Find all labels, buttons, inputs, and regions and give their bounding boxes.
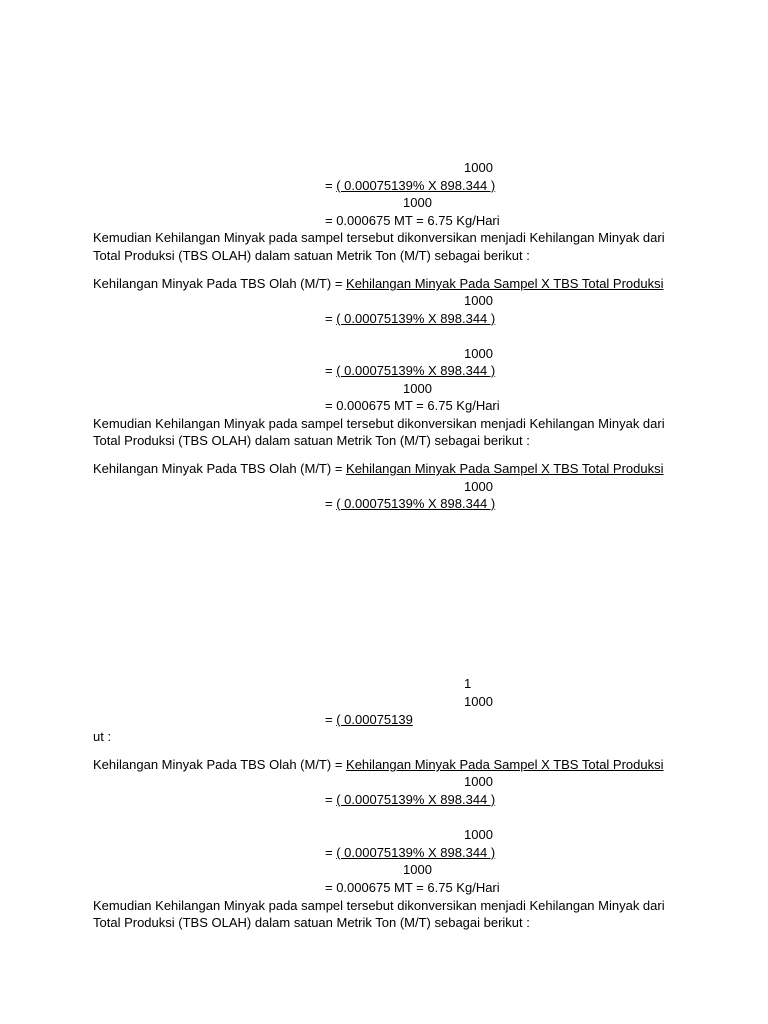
denominator-value: 1000 [403,862,432,877]
equals-sign: = [325,845,337,860]
paragraph-line: Kemudian Kehilangan Minyak pada sampel tersebut dikonversikan menjadi Kehilangan Minyak dari [93,230,665,245]
equation-line [325,845,495,861]
equation-line [325,792,495,808]
equation-formula: ( 0.00075139% X 898.344 ) [336,363,496,378]
equals-sign: = [325,363,337,378]
denominator-value: 1000 [464,694,493,709]
formula-label: Kehilangan Minyak Pada TBS Olah (M/T) = [93,276,347,291]
equation-formula: ( 0.00075139% X 898.344 ) [336,845,496,860]
denominator-value: 1000 [403,381,432,396]
paragraph-line: Kemudian Kehilangan Minyak pada sampel tersebut dikonversikan menjadi Kehilangan Minyak dari [93,898,665,913]
paragraph-line: Kemudian Kehilangan Minyak pada sampel tersebut dikonversikan menjadi Kehilangan Minyak dari [93,416,665,431]
denominator-value: 1000 [464,346,493,361]
paragraph-line: Total Produksi (TBS OLAH) dalam satuan Metrik Ton (M/T) sebagai berikut : [93,433,530,448]
formula-denominator: 1000 [464,293,493,308]
denominator-value: 1000 [464,827,493,842]
equation-formula: ( 0.00075139 [336,712,413,727]
result-line: = 0.000675 MT = 6.75 Kg/Hari [325,213,500,228]
formula-numerator: Kehilangan Minyak Pada Sampel X TBS Total Produksi [346,757,664,772]
formula-line [93,757,664,773]
formula-denominator: 1000 [464,479,493,494]
denominator-value: 1000 [464,160,493,175]
equation-formula: ( 0.00075139% X 898.344 ) [336,311,496,326]
equation-line [325,178,495,194]
result-line: = 0.000675 MT = 6.75 Kg/Hari [325,398,500,413]
equals-sign: = [325,712,337,727]
equals-sign: = [325,792,337,807]
formula-denominator: 1000 [464,774,493,789]
result-line: = 0.000675 MT = 6.75 Kg/Hari [325,880,500,895]
formula-label: Kehilangan Minyak Pada TBS Olah (M/T) = [93,757,347,772]
formula-label: Kehilangan Minyak Pada TBS Olah (M/T) = [93,461,347,476]
formula-numerator: Kehilangan Minyak Pada Sampel X TBS Total Produksi [346,276,664,291]
equation-line [325,712,413,728]
paragraph-line: Total Produksi (TBS OLAH) dalam satuan Metrik Ton (M/T) sebagai berikut : [93,248,530,263]
equation-line [325,496,495,512]
paragraph-line: Total Produksi (TBS OLAH) dalam satuan Metrik Ton (M/T) sebagai berikut : [93,915,530,930]
equation-formula: ( 0.00075139% X 898.344 ) [336,178,496,193]
equation-formula: ( 0.00075139% X 898.344 ) [336,792,496,807]
equation-line [325,363,495,379]
equals-sign: = [325,496,337,511]
formula-line [93,276,664,292]
equation-formula: ( 0.00075139% X 898.344 ) [336,496,496,511]
numerator-value: 1 [464,676,472,691]
denominator-value: 1000 [403,195,432,210]
equation-line [325,311,495,327]
formula-line [93,461,664,477]
equals-sign: = [325,178,337,193]
equals-sign: = [325,311,337,326]
paragraph-fragment: ut : [93,729,112,744]
formula-numerator: Kehilangan Minyak Pada Sampel X TBS Total Produksi [346,461,664,476]
